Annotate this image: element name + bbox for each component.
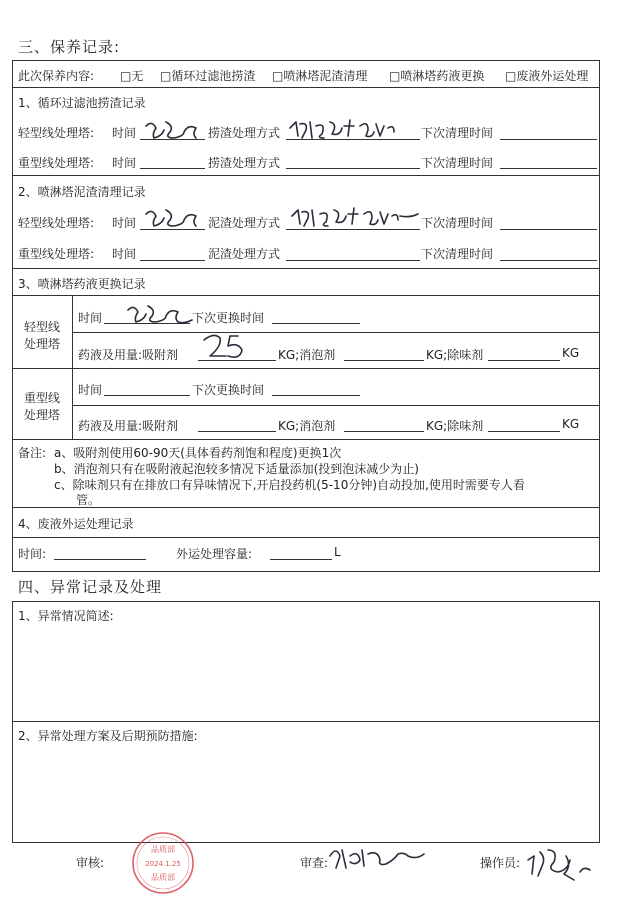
note-b: b、消泡剂只有在吸附液起泡较多情况下适量添加(投到泡沫减少为止) <box>54 462 419 476</box>
sludge-heavy-label: 重型线处理塔: <box>18 247 95 261</box>
deodorant-label: KG;除味剂 <box>426 348 484 362</box>
filter-heavy-label: 重型线处理塔: <box>18 156 95 170</box>
liquid-light-label-2: 处理塔 <box>24 337 61 351</box>
defoamer-label: KG;消泡剂 <box>278 348 336 362</box>
next-change-label: 下次更换时间 <box>192 311 265 325</box>
divider <box>12 295 600 296</box>
filter-light-label: 轻型线处理塔: <box>18 126 95 140</box>
time-label: 时间 <box>78 311 103 325</box>
divider <box>72 295 73 439</box>
option-filter-pool[interactable]: □循环过滤池捞渣 <box>160 69 256 83</box>
light-defoamer-field[interactable] <box>344 360 424 361</box>
liquid-heavy-label-2: 处理塔 <box>24 408 61 422</box>
filter-heavy-time-field[interactable] <box>140 168 205 169</box>
next-time-label: 下次清理时间 <box>421 126 494 140</box>
divider <box>12 368 600 369</box>
divider <box>72 332 600 333</box>
sludge-heavy-method-field[interactable] <box>286 260 420 261</box>
next-time-label: 下次清理时间 <box>421 216 494 230</box>
divider <box>12 537 600 538</box>
next-change-label: 下次更换时间 <box>192 383 265 397</box>
abnormal-item1: 1、异常情况简述: <box>18 609 114 623</box>
sludge-light-time-field[interactable] <box>140 229 205 230</box>
svg-text:品质部: 品质部 <box>151 845 175 854</box>
operator-label: 操作员: <box>480 856 521 870</box>
kg-unit: KG <box>562 346 580 360</box>
liquid-light-time-field[interactable] <box>104 323 190 324</box>
sludge-heavy-next-field[interactable] <box>500 260 597 261</box>
time-label: 时间 <box>112 247 137 261</box>
heavy-adsorbent-field[interactable] <box>198 431 276 432</box>
dose-label: 药液及用量:吸附剂 <box>78 419 179 433</box>
kg-unit: KG <box>562 417 580 431</box>
divider <box>12 721 600 722</box>
waste-time-label: 时间: <box>18 547 47 561</box>
note-c-line1: c、除味剂只有在排放口有异味情况下,开启投药机(5-10分钟)自动投加,使用时需要专人看 <box>54 478 525 492</box>
filter-light-next-field[interactable] <box>500 139 597 140</box>
divider <box>72 405 600 406</box>
time-label: 时间 <box>112 156 137 170</box>
divider <box>12 439 600 440</box>
sludge-light-label: 轻型线处理塔: <box>18 216 95 230</box>
light-adsorbent-field[interactable] <box>198 360 276 361</box>
sludge-title: 2、喷淋塔泥渣清理记录 <box>18 185 146 199</box>
method-label: 捞渣处理方式 <box>208 156 281 170</box>
liquid-heavy-label-1: 重型线 <box>24 391 61 405</box>
dose-label: 药液及用量:吸附剂 <box>78 348 179 362</box>
divider <box>12 507 600 508</box>
check-label: 审查: <box>300 856 329 870</box>
deodorant-label: KG;除味剂 <box>426 419 484 433</box>
liquid-title: 3、喷淋塔药液更换记录 <box>18 277 146 291</box>
waste-capacity-label: 外运处理容量: <box>176 547 253 561</box>
waste-unit: L <box>334 545 341 559</box>
waste-title: 4、废液外运处理记录 <box>18 517 134 531</box>
note-a: a、吸附剂使用60-90天(具体看药剂饱和程度)更换1次 <box>54 446 342 460</box>
abnormal-table <box>12 601 600 843</box>
abnormal-item2: 2、异常处理方案及后期预防措施: <box>18 729 198 743</box>
svg-text:品质部: 品质部 <box>151 873 175 882</box>
sludge-heavy-time-field[interactable] <box>140 260 205 261</box>
svg-text:2024.1.25: 2024.1.25 <box>145 860 181 868</box>
time-label: 时间 <box>112 216 137 230</box>
filter-heavy-method-field[interactable] <box>286 168 420 169</box>
filter-light-method-field[interactable] <box>286 139 420 140</box>
note-c-line2: 管。 <box>76 493 101 507</box>
filter-light-time-field[interactable] <box>140 139 205 140</box>
liquid-heavy-time-field[interactable] <box>104 395 190 396</box>
review-label: 审核: <box>76 856 105 870</box>
divider <box>12 268 600 269</box>
section4-title: 四、异常记录及处理 <box>18 578 163 596</box>
next-time-label: 下次清理时间 <box>421 247 494 261</box>
next-time-label: 下次清理时间 <box>421 156 494 170</box>
liquid-light-label-1: 轻型线 <box>24 320 61 334</box>
divider <box>12 175 600 176</box>
option-none[interactable]: □无 <box>120 69 144 83</box>
option-liquid[interactable]: □喷淋塔药液更换 <box>389 69 485 83</box>
light-deodorant-field[interactable] <box>488 360 560 361</box>
waste-capacity-field[interactable] <box>270 559 332 560</box>
approval-stamp <box>130 830 196 896</box>
heavy-defoamer-field[interactable] <box>344 431 424 432</box>
method-label: 泥渣处理方式 <box>208 216 281 230</box>
sludge-light-next-field[interactable] <box>500 229 597 230</box>
waste-time-field[interactable] <box>54 559 146 560</box>
sludge-light-method-field[interactable] <box>286 229 420 230</box>
heavy-deodorant-field[interactable] <box>488 431 560 432</box>
method-label: 捞渣处理方式 <box>208 126 281 140</box>
filter-heavy-next-field[interactable] <box>500 168 597 169</box>
liquid-light-next-field[interactable] <box>272 323 360 324</box>
section3-title: 三、保养记录: <box>18 38 121 56</box>
option-waste[interactable]: □废液外运处理 <box>505 69 589 83</box>
notes-label: 备注: <box>18 446 47 460</box>
time-label: 时间 <box>78 383 103 397</box>
liquid-heavy-next-field[interactable] <box>272 395 360 396</box>
method-label: 泥渣处理方式 <box>208 247 281 261</box>
option-sludge[interactable]: □喷淋塔泥渣清理 <box>272 69 368 83</box>
time-label: 时间 <box>112 126 137 140</box>
divider <box>12 87 600 88</box>
defoamer-label: KG;消泡剂 <box>278 419 336 433</box>
content-label: 此次保养内容: <box>18 69 95 83</box>
filter-title: 1、循环过滤池捞渣记录 <box>18 96 146 110</box>
